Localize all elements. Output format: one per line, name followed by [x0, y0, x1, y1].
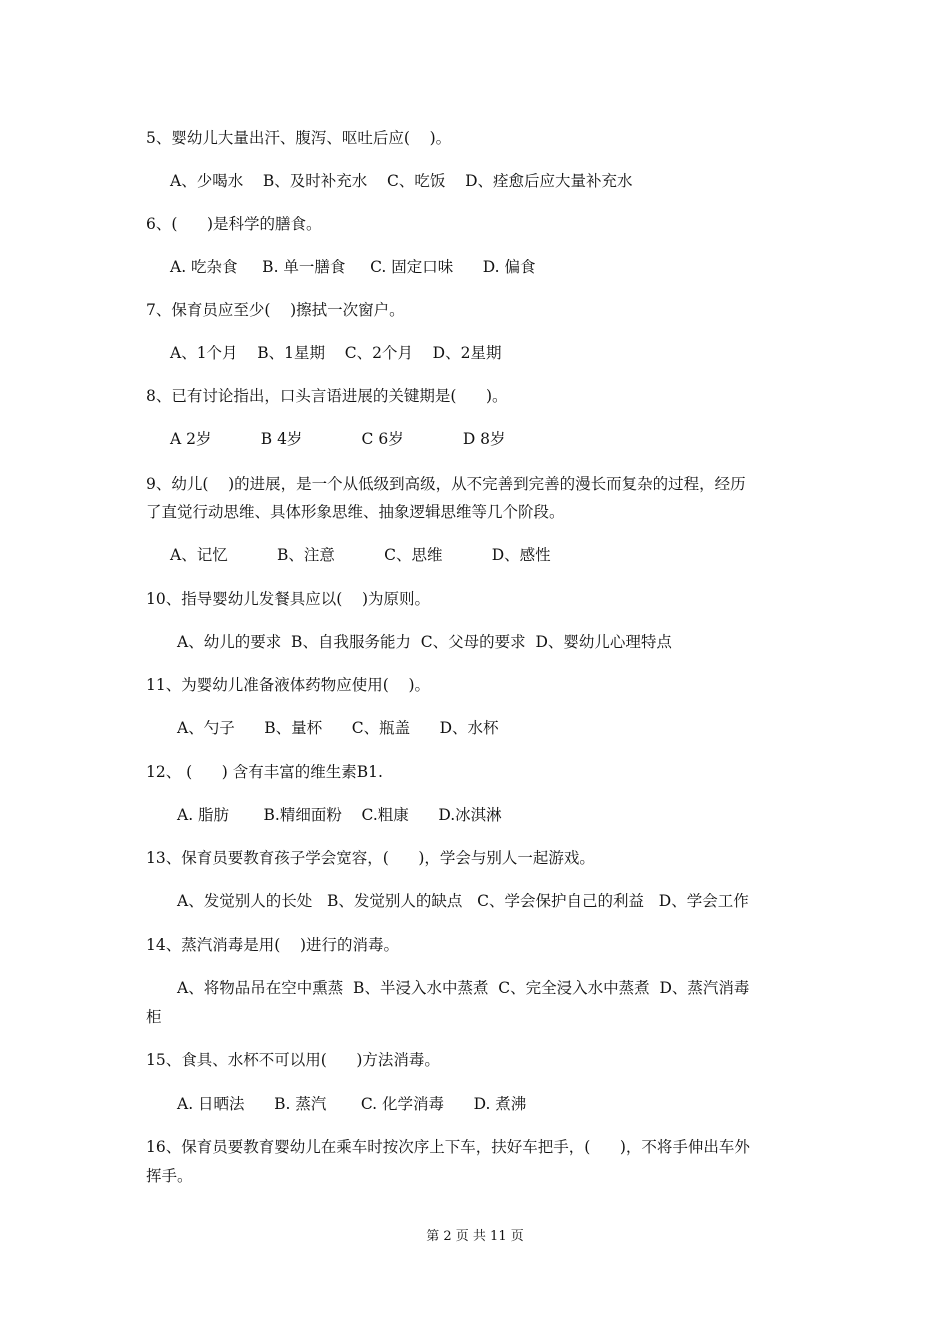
question-9-cont: 了直觉行动思维、具体形象思维、抽象逻辑思维等几个阶段。: [146, 503, 565, 521]
question-16-cont: 挥手。: [146, 1167, 193, 1185]
options-10: A、幼儿的要求 B、自我服务能力 C、父母的要求 D、婴幼儿心理特点: [177, 633, 672, 651]
page-footer: 第 2 页 共 11 页: [426, 1229, 524, 1244]
options-9: A、记忆 B、注意 C、思维 D、感性: [170, 546, 551, 564]
question-16: 16、保育员要教育婴幼儿在乘车时按次序上下车，扶好车把手，( )，不将手伸出车外: [146, 1138, 750, 1156]
question-5: 5、婴幼儿大量出汗、腹泻、呕吐后应( )。: [146, 129, 452, 147]
options-12: A. 脂肪 B.精细面粉 C.粗康 D.冰淇淋: [177, 806, 502, 824]
options-6: A. 吃杂食 B. 单一膳食 C. 固定口味 D. 偏食: [170, 258, 536, 276]
options-15: A. 日晒法 B. 蒸汽 C. 化学消毒 D. 煮沸: [177, 1095, 527, 1113]
question-11: 11、为婴幼儿准备液体药物应使用( )。: [146, 676, 431, 694]
question-15: 15、食具、水杯不可以用( )方法消毒。: [146, 1051, 440, 1069]
question-13: 13、保育员要教育孩子学会宽容，( )，学会与别人一起游戏。: [146, 849, 595, 867]
options-7: A、1个月 B、1星期 C、2个月 D、2星期: [170, 344, 502, 362]
question-14: 14、蒸汽消毒是用( )进行的消毒。: [146, 936, 400, 954]
question-8: 8、已有讨论指出，口头言语进展的关键期是( )。: [146, 387, 508, 405]
options-8: A 2岁 B 4岁 C 6岁 D 8岁: [170, 430, 506, 448]
options-5: A、少喝水 B、及时补充水 C、吃饭 D、痊愈后应大量补充水: [170, 172, 633, 190]
question-6: 6、( )是科学的膳食。: [146, 215, 322, 233]
question-7: 7、保育员应至少( )擦拭一次窗户。: [146, 301, 405, 319]
options-14-cont: 柜: [146, 1008, 162, 1026]
options-14: A、将物品吊在空中熏蒸 B、半浸入水中蒸煮 C、完全浸入水中蒸煮 D、蒸汽消毒: [177, 979, 750, 997]
question-9: 9、幼儿( )的进展，是一个从低级到高级，从不完善到完善的漫长而复杂的过程，经历: [146, 475, 746, 493]
options-11: A、勺子 B、量杯 C、瓶盖 D、水杯: [177, 719, 499, 737]
question-12: 12、 ( ) 含有丰富的维生素B1.: [146, 763, 383, 781]
question-10: 10、指导婴幼儿发餐具应以( )为原则。: [146, 590, 431, 608]
options-13: A、发觉别人的长处 B、发觉别人的缺点 C、学会保护自己的利益 D、学会工作: [177, 892, 749, 910]
